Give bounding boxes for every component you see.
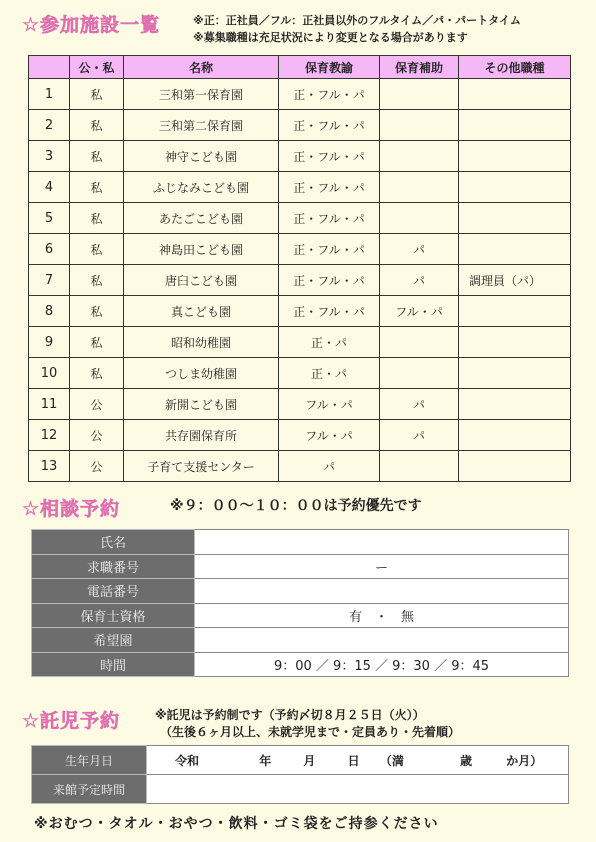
cell-assistant: パ	[380, 265, 459, 296]
cell-assistant	[380, 79, 459, 110]
cell-type: 私	[70, 234, 124, 265]
cell-other	[459, 358, 571, 389]
table-row	[29, 110, 571, 141]
facilities-note-1: ※正：正社員／フル：正社員以外のフルタイム／パ・パートタイム	[193, 14, 521, 27]
nursery-license-label: 保育士資格	[32, 603, 195, 628]
cell-other	[459, 296, 571, 327]
cell-other	[459, 420, 571, 451]
job-seeker-number-label: 求職番号	[32, 554, 195, 579]
cell-no: 3	[29, 141, 70, 172]
cell-other: 調理員（パ）	[459, 265, 571, 296]
birth-month-unit: 月	[303, 753, 316, 768]
cell-assistant	[380, 451, 459, 482]
phone-label: 電話番号	[32, 579, 195, 604]
cell-teacher: 正・フル・パ	[279, 296, 380, 327]
header-other: その他職種	[459, 56, 571, 79]
cell-teacher: パ	[279, 451, 380, 482]
consult-title: ☆相談予約	[22, 498, 121, 520]
cell-other	[459, 110, 571, 141]
cell-type: 公	[70, 451, 124, 482]
cell-name: 神守こども園	[124, 141, 279, 172]
cell-type: 私	[70, 110, 124, 141]
table-row	[29, 296, 571, 327]
preferred-facility-label: 希望園	[32, 628, 195, 653]
cell-teacher: 正・フル・パ	[279, 172, 380, 203]
cell-type: 私	[70, 296, 124, 327]
cell-other	[459, 203, 571, 234]
cell-name: 神島田こども園	[124, 234, 279, 265]
cell-other	[459, 327, 571, 358]
facilities-title: ☆参加施設一覧	[22, 14, 161, 36]
childcare-note-1: ※託児は予約制です（予約〆切８月２５日（火））	[155, 708, 425, 722]
cell-assistant	[380, 358, 459, 389]
childcare-form-table	[31, 745, 569, 804]
cell-type: 公	[70, 420, 124, 451]
cell-assistant: パ	[380, 389, 459, 420]
cell-no: 10	[29, 358, 70, 389]
cell-type: 公	[70, 389, 124, 420]
table-row	[29, 172, 571, 203]
cell-assistant	[380, 172, 459, 203]
cell-no: 1	[29, 79, 70, 110]
arrival-label: 来館予定時間	[32, 775, 147, 804]
cell-name: 真こども園	[124, 296, 279, 327]
cell-assistant	[380, 203, 459, 234]
cell-assistant	[380, 110, 459, 141]
cell-name: 共存園保育所	[124, 420, 279, 451]
cell-type: 私	[70, 203, 124, 234]
cell-no: 12	[29, 420, 70, 451]
name-field[interactable]	[195, 530, 569, 555]
birthdate-row	[32, 746, 569, 775]
birth-year-unit: 年	[259, 753, 272, 768]
facilities-header-row	[29, 56, 571, 79]
cell-teacher: 正・フル・パ	[279, 110, 380, 141]
consult-form-table	[31, 529, 569, 677]
cell-teacher: 正・フル・パ	[279, 203, 380, 234]
cell-name: あたごこども園	[124, 203, 279, 234]
cell-type: 私	[70, 265, 124, 296]
cell-teacher: 正・フル・パ	[279, 234, 380, 265]
cell-no: 5	[29, 203, 70, 234]
table-row	[29, 358, 571, 389]
consult-note: ※９：００〜１０：００は予約優先です	[170, 498, 422, 514]
cell-no: 6	[29, 234, 70, 265]
consult-row-name	[32, 530, 569, 555]
consult-row-job-seeker-number	[32, 554, 569, 579]
consult-row-phone	[32, 579, 569, 604]
birthdate-label: 生年月日	[32, 746, 147, 775]
phone-field[interactable]	[195, 579, 569, 604]
birthdate-field[interactable]	[147, 746, 569, 775]
cell-name: 三和第二保育園	[124, 110, 279, 141]
table-row	[29, 451, 571, 482]
cell-type: 私	[70, 79, 124, 110]
nursery-license-field[interactable]: 有 ・ 無	[195, 603, 569, 628]
childcare-note-2: （生後６ヶ月以上、未就学児まで・定員あり・先着順）	[160, 725, 461, 739]
cell-no: 4	[29, 172, 70, 203]
cell-assistant	[380, 327, 459, 358]
cell-type: 私	[70, 358, 124, 389]
table-row	[29, 327, 571, 358]
birth-era: 令和	[175, 753, 200, 768]
header-public-private: 公・私	[70, 56, 124, 79]
cell-name: ふじなみこども園	[124, 172, 279, 203]
cell-name: 昭和幼稚園	[124, 327, 279, 358]
cell-teacher: 正・フル・パ	[279, 141, 380, 172]
cell-other	[459, 451, 571, 482]
cell-name: 唐臼こども園	[124, 265, 279, 296]
cell-assistant: パ	[380, 420, 459, 451]
cell-type: 私	[70, 141, 124, 172]
cell-type: 私	[70, 172, 124, 203]
childcare-title: ☆託児予約	[22, 710, 121, 732]
cell-no: 9	[29, 327, 70, 358]
table-row	[29, 203, 571, 234]
table-row	[29, 79, 571, 110]
facilities-table	[28, 55, 571, 482]
preferred-facility-field[interactable]	[195, 628, 569, 653]
cell-teacher: フル・パ	[279, 389, 380, 420]
table-row	[29, 389, 571, 420]
cell-other	[459, 172, 571, 203]
time-label: 時間	[32, 652, 195, 677]
cell-assistant: パ	[380, 234, 459, 265]
age-months-unit: か月）	[506, 753, 543, 768]
cell-no: 11	[29, 389, 70, 420]
header-name: 名称	[124, 56, 279, 79]
table-row	[29, 141, 571, 172]
consult-row-time	[32, 652, 569, 677]
cell-type: 私	[70, 327, 124, 358]
cell-assistant: フル・パ	[380, 296, 459, 327]
table-row	[29, 234, 571, 265]
footer-note: ※おむつ・タオル・おやつ・飲料・ゴミ袋をご持参ください	[34, 816, 439, 832]
header-teacher: 保育教諭	[279, 56, 380, 79]
cell-teacher: 正・パ	[279, 327, 380, 358]
birth-day-unit: 日	[347, 753, 360, 768]
consult-row-nursery-license	[32, 603, 569, 628]
cell-teacher: フル・パ	[279, 420, 380, 451]
cell-other	[459, 234, 571, 265]
cell-assistant	[380, 141, 459, 172]
cell-teacher: 正・フル・パ	[279, 79, 380, 110]
cell-name: 新開こども園	[124, 389, 279, 420]
cell-teacher: 正・パ	[279, 358, 380, 389]
job-seeker-number-field[interactable]: ー	[195, 554, 569, 579]
consult-row-preferred-facility	[32, 628, 569, 653]
cell-no: 8	[29, 296, 70, 327]
arrival-row	[32, 775, 569, 804]
cell-other	[459, 389, 571, 420]
cell-no: 7	[29, 265, 70, 296]
name-label: 氏名	[32, 530, 195, 555]
cell-no: 13	[29, 451, 70, 482]
age-open: （満	[379, 753, 404, 768]
cell-name: つしま幼稚園	[124, 358, 279, 389]
header-assistant: 保育補助	[380, 56, 459, 79]
cell-name: 子育て支援センター	[124, 451, 279, 482]
table-row	[29, 420, 571, 451]
facilities-note-2: ※募集職種は充足状況により変更となる場合があります	[193, 31, 468, 44]
time-field[interactable]: 9：00 ／ 9：15 ／ 9：30 ／ 9：45	[195, 652, 569, 677]
cell-teacher: 正・フル・パ	[279, 265, 380, 296]
cell-other	[459, 79, 571, 110]
cell-no: 2	[29, 110, 70, 141]
age-years-unit: 歳	[460, 753, 473, 768]
arrival-field[interactable]	[147, 775, 569, 804]
cell-name: 三和第一保育園	[124, 79, 279, 110]
cell-other	[459, 141, 571, 172]
header-number	[29, 56, 70, 79]
table-row	[29, 265, 571, 296]
